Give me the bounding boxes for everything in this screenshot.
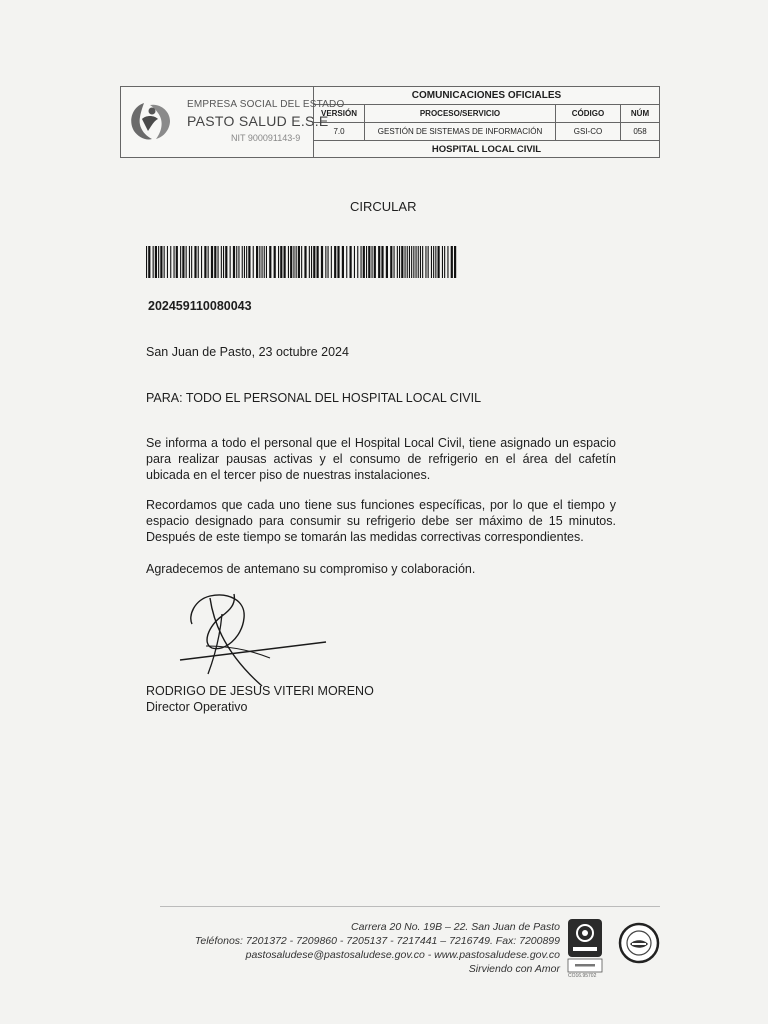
barcode-bar: [280, 246, 282, 278]
icontec-iso-9001-icon: [566, 918, 604, 976]
barcode-bar: [256, 246, 258, 278]
barcode-bar: [416, 246, 417, 278]
barcode-bar: [357, 246, 358, 278]
barcode-bar: [405, 246, 406, 278]
barcode-bar: [148, 246, 150, 278]
barcode-bar: [325, 246, 326, 278]
barcode-bar: [221, 246, 222, 278]
col-proceso: PROCESO/SERVICIO: [365, 105, 556, 122]
barcode-bar: [293, 246, 294, 278]
barcode-bar: [223, 246, 224, 278]
barcode-bar: [153, 246, 154, 278]
val-proceso: GESTIÓN DE SISTEMAS DE INFORMACIÓN: [365, 123, 556, 140]
barcode-bar: [242, 246, 243, 278]
barcode-bar: [346, 246, 347, 278]
barcode-bar: [447, 246, 448, 278]
barcode-bar: [438, 246, 440, 278]
barcode-bar: [311, 246, 312, 278]
footer-contact: pastosaludese@pastosaludese.gov.co - www.pastosaludese.gov.co: [245, 949, 560, 961]
closing-line: Agradecemos de antemano su compromiso y colaboración.: [146, 562, 476, 576]
body-paragraph-2: Recordamos que cada uno tiene sus funciones específicas, por lo que el tiempo y espacio designado para consumir su refrigerio debe ser máximo de 15 minutos. Después de este tiempo se tomarán las medidas correctivas correspondientes.: [146, 498, 616, 544]
barcode-bar: [225, 246, 227, 278]
barcode-bar: [296, 246, 297, 278]
barcode-bar: [411, 246, 412, 278]
barcode-bar: [189, 246, 190, 278]
barcode-bar: [167, 246, 168, 278]
barcode-bar: [451, 246, 453, 278]
header-info-grid: [314, 87, 659, 157]
barcode-bar: [378, 246, 380, 278]
col-num: NÚM: [630, 109, 650, 118]
barcode-bar: [361, 246, 362, 278]
barcode-bar: [321, 246, 323, 278]
barcode-image: [146, 246, 458, 278]
header-title: COMUNICACIONES OFICIALES: [314, 87, 659, 105]
barcode-bar: [390, 246, 392, 278]
barcode-bar: [218, 246, 219, 278]
pasto-salud-logo-icon: [126, 97, 174, 145]
barcode-bar: [274, 246, 276, 278]
handwritten-signature: [170, 586, 340, 696]
barcode-bar: [428, 246, 429, 278]
barcode-bar: [381, 246, 383, 278]
barcode-bar: [164, 246, 165, 278]
header-hospital: HOSPITAL LOCAL CIVIL: [431, 143, 542, 155]
barcode-bar: [278, 246, 279, 278]
barcode-bar: [160, 246, 162, 278]
barcode-bar: [309, 246, 310, 278]
document-header-table: [120, 86, 660, 158]
body-paragraph-1: Se informa a todo el personal que el Hospital Local Civil, tiene asignado un espacio para realizar pausas activas y el consumo de refrigerio en el área del cafetín ubicada en el tercer piso de nuestras instalaciones.: [146, 436, 616, 482]
place-date: San Juan de Pasto, 23 octubre 2024: [146, 345, 349, 359]
barcode-bar: [337, 246, 339, 278]
header-column-row: [314, 105, 659, 123]
barcode-bar: [269, 246, 271, 278]
barcode-bar: [372, 246, 373, 278]
footer-motto: Sirviendo con Amor: [468, 963, 560, 975]
footer-contact-block: [150, 920, 560, 976]
col-codigo: CÓDIGO: [556, 105, 621, 122]
barcode-bar: [266, 246, 267, 278]
barcode-bar: [290, 246, 292, 278]
certificate-code: CO16.95702: [568, 973, 597, 979]
barcode-bar: [350, 246, 352, 278]
barcode-bar: [317, 246, 319, 278]
barcode-bar: [238, 246, 239, 278]
barcode-bar: [422, 246, 423, 278]
barcode-bar: [244, 246, 245, 278]
barcode-bar: [253, 246, 254, 278]
barcode-bar: [444, 246, 445, 278]
barcode-bar: [180, 246, 181, 278]
barcode-bar: [366, 246, 367, 278]
barcode-bar: [331, 246, 332, 278]
barcode-bar: [174, 246, 175, 278]
barcode-bar: [374, 246, 376, 278]
barcode-bar: [259, 246, 260, 278]
barcode-bar: [301, 246, 302, 278]
signer-name: RODRIGO DE JESUS VITERI MORENO: [146, 684, 374, 698]
val-codigo: GSI-CO: [556, 123, 621, 140]
barcode-bar: [454, 246, 456, 278]
barcode-bar: [146, 246, 147, 278]
barcode-bar: [407, 246, 408, 278]
barcode-bar: [264, 246, 265, 278]
barcode-bar: [155, 246, 157, 278]
barcode-bar: [413, 246, 414, 278]
footer-divider: [160, 906, 660, 907]
barcode-bar: [334, 246, 336, 278]
barcode-bar: [170, 246, 171, 278]
barcode-bar: [304, 246, 306, 278]
iqnet-seal-icon: [618, 922, 660, 964]
company-type-label: EMPRESA SOCIAL DEL ESTADO: [187, 99, 345, 110]
document-type: CIRCULAR: [350, 199, 417, 214]
barcode-bar: [186, 246, 187, 278]
barcode-bar: [246, 246, 247, 278]
company-nit-label: NIT 900091143-9: [231, 133, 301, 143]
barcode-bar: [368, 246, 370, 278]
barcode-bar: [409, 246, 410, 278]
barcode-bar: [230, 246, 231, 278]
val-version: 7.0: [314, 123, 365, 140]
barcode-bar: [236, 246, 237, 278]
barcode-bar: [363, 246, 365, 278]
barcode-bar: [248, 246, 250, 278]
barcode-bar: [435, 246, 436, 278]
barcode-bar: [158, 246, 159, 278]
barcode-bar: [204, 246, 206, 278]
footer-phones: Teléfonos: 7201372 - 7209860 - 7205137 - 7217441 – 7216749. Fax: 7200899: [194, 935, 560, 947]
col-version: VERSIÓN: [314, 105, 365, 122]
barcode-bar: [284, 246, 286, 278]
barcode-bar: [198, 246, 199, 278]
header-value-row: [314, 123, 659, 141]
barcode-bar: [425, 246, 426, 278]
barcode-bar: [401, 246, 403, 278]
barcode-bar: [298, 246, 300, 278]
barcode-bar: [191, 246, 192, 278]
barcode-bar: [397, 246, 398, 278]
barcode-bar: [399, 246, 400, 278]
barcode-bar: [201, 246, 202, 278]
barcode-bar: [431, 246, 432, 278]
radicado-number: 202459110080043: [148, 299, 252, 313]
barcode-bar: [442, 246, 443, 278]
barcode-bar: [262, 246, 263, 278]
barcode-bar: [176, 246, 178, 278]
barcode-bar: [328, 246, 329, 278]
val-num: 058: [633, 127, 647, 136]
barcode-bar: [394, 246, 395, 278]
recipient-line: PARA: TODO EL PERSONAL DEL HOSPITAL LOCAL CIVIL: [146, 391, 482, 405]
barcode-bar: [288, 246, 289, 278]
barcode-bar: [313, 246, 315, 278]
barcode-bar: [386, 246, 388, 278]
barcode-bar: [342, 246, 344, 278]
barcode-bar: [433, 246, 434, 278]
footer-address: Carrera 20 No. 19B – 22. San Juan de Pasto: [351, 921, 560, 933]
barcode-bar: [354, 246, 355, 278]
barcode-bar: [233, 246, 235, 278]
company-name-label: PASTO SALUD E.S.E: [187, 113, 329, 129]
barcode-bar: [418, 246, 419, 278]
barcode-bar: [214, 246, 216, 278]
barcode-bar: [211, 246, 213, 278]
signer-title: Director Operativo: [146, 700, 248, 714]
barcode-bar: [420, 246, 421, 278]
barcode-bar: [194, 246, 196, 278]
barcode-bar: [182, 246, 184, 278]
barcode-bar: [208, 246, 209, 278]
